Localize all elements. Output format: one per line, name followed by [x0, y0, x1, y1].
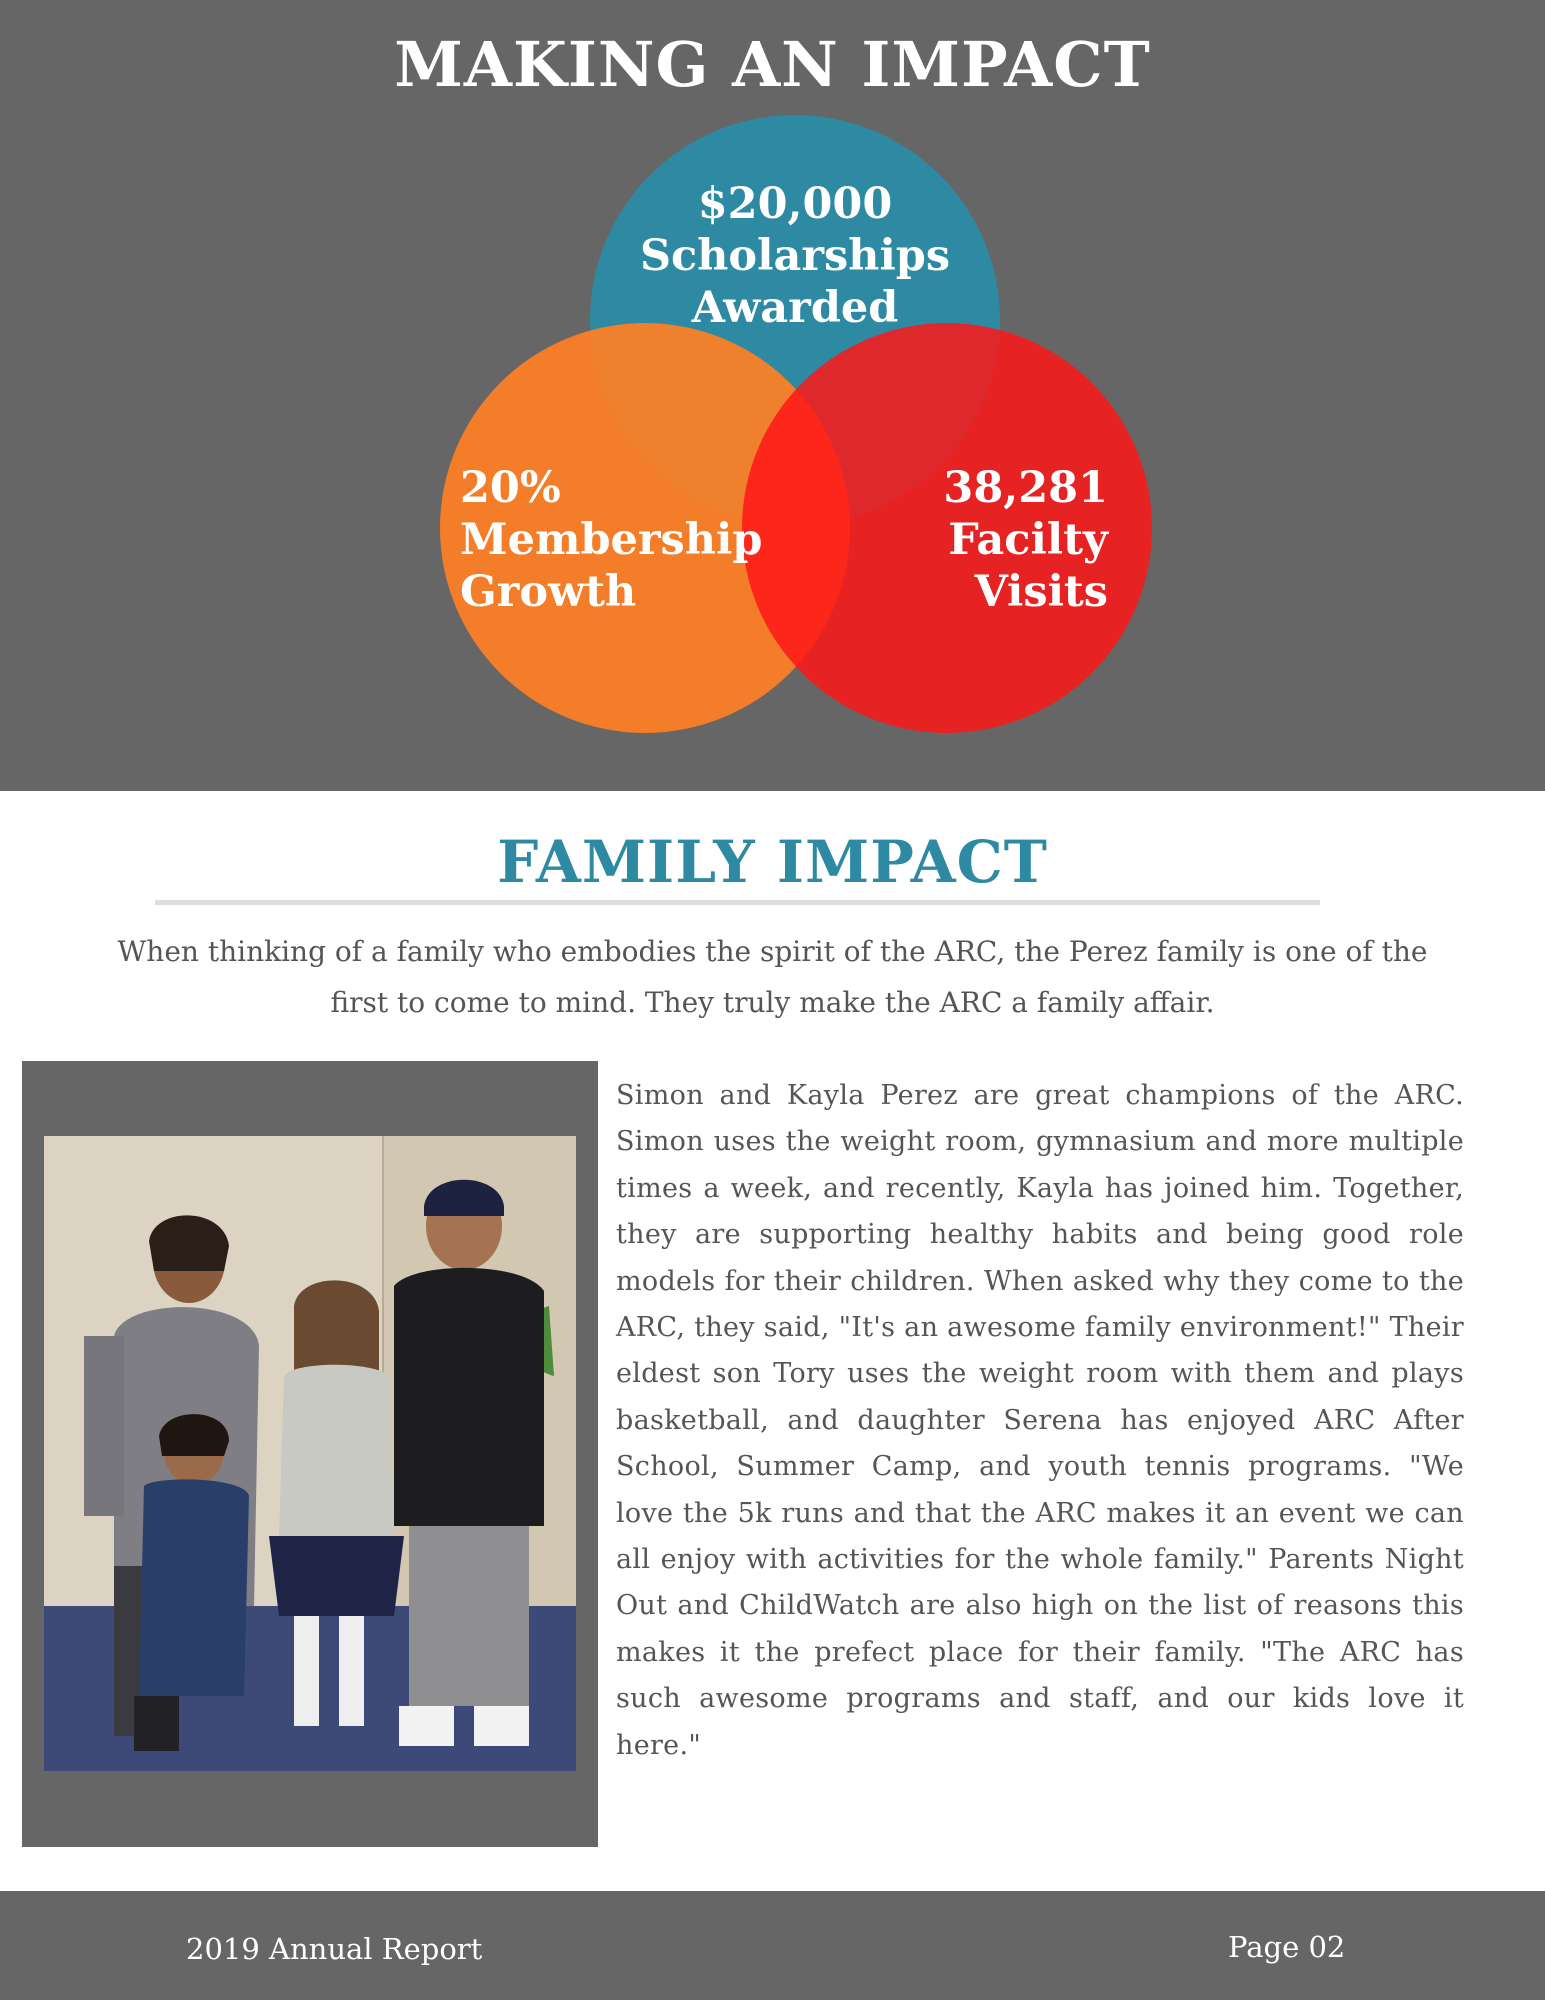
page-title: MAKING AN IMPACT — [394, 28, 1151, 101]
family-photo-icon — [44, 1136, 576, 1771]
membership-text: Membership — [460, 515, 763, 565]
membership-label — [460, 462, 762, 618]
family-intro: When thinking of a family who embodies the spirit of the ARC, the Perez family is one of the first to come to mind. They truly make the ARC a family affair. — [117, 935, 1428, 1019]
title-divider — [155, 900, 1320, 905]
scholarships-subtext: Awarded — [691, 283, 899, 333]
family-photo — [44, 1136, 576, 1771]
membership-subtext: Growth — [460, 567, 637, 617]
visits-text: Facilty — [948, 515, 1108, 565]
visits-amount: 38,281 — [943, 463, 1108, 513]
family-story: Simon and Kayla Perez are great champions of the ARC. Simon uses the weight room, gymnasium and more multiple times a week, and recently, Kayla has joined him. Together, they are supporting healthy habits and being good role models for their children. When asked why they come to the ARC, they said, "It's an awesome family environment!" Their eldest son Tory uses the weight room with them and plays basketball, and daughter Serena has enjoyed ARC After School, Summer Camp, and youth tennis programs. "We love the 5k runs and that the ARC makes it an event we can all enjoy with activities for the whole family." Parents Night Out and ChildWatch are also high on the list of reasons this makes it the prefect place for their family. "The ARC has such awesome programs and staff, and our kids love it here." — [616, 1080, 1465, 1761]
family-impact-title: FAMILY IMPACT — [497, 828, 1048, 896]
scholarships-text: Scholarships — [639, 231, 951, 281]
scholarships-label — [595, 178, 995, 334]
impact-venn-diagram — [0, 0, 1545, 791]
membership-amount: 20% — [460, 463, 561, 513]
visits-label — [880, 462, 1108, 618]
footer-page-number: Page 02 — [1228, 1930, 1346, 1964]
visits-subtext: Visits — [974, 567, 1108, 617]
footer-report-title: 2019 Annual Report — [186, 1932, 483, 1966]
scholarships-amount: $20,000 — [697, 179, 893, 229]
